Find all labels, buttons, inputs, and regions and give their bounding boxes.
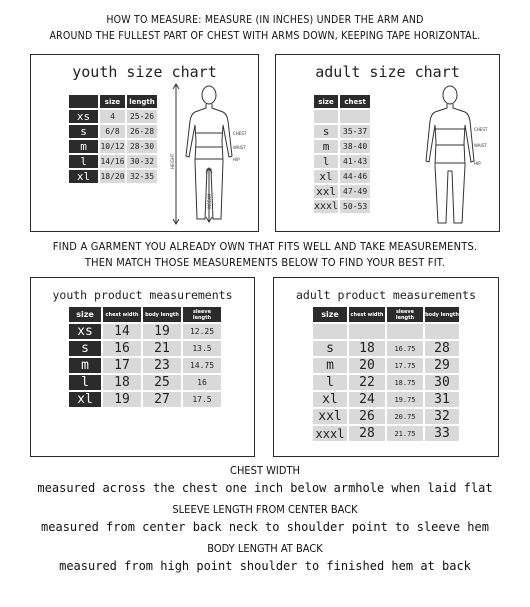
value-cell: 30	[425, 375, 459, 390]
empty-cell	[340, 110, 370, 123]
size-cell: xxxl	[314, 201, 339, 212]
value-cell: 32-35	[127, 170, 157, 183]
youth-size-chart-title: youth size chart	[72, 63, 217, 81]
size-cell: m	[69, 358, 101, 373]
fit-instruction-line-2: THEN MATCH THOSE MEASUREMENTS BELOW TO FIND YOUR BEST FIT.	[84, 256, 446, 269]
header-cell	[69, 95, 98, 108]
chest-width-heading: CHEST WIDTH	[230, 464, 300, 477]
value-cell: 4	[100, 110, 125, 123]
table-row	[313, 426, 459, 441]
adult-size-chart-panel	[275, 54, 500, 232]
empty-row	[313, 324, 459, 339]
header-cell: chest	[340, 95, 370, 108]
value-cell: 28	[349, 426, 385, 441]
youth-size-chart-panel	[30, 54, 259, 232]
adult-product-title: adult product measurements	[295, 288, 476, 302]
table-row	[313, 358, 459, 373]
value-cell: 41-43	[340, 155, 370, 168]
table-row	[69, 375, 221, 390]
value-cell: 31	[425, 392, 459, 407]
hip-label: HIP	[233, 157, 240, 162]
value-cell: 38-40	[340, 140, 370, 153]
value-cell: 29	[425, 358, 459, 373]
table-row	[69, 170, 157, 183]
empty-row	[314, 110, 370, 123]
youth-size-table	[67, 93, 159, 185]
value-cell: 20.75	[387, 409, 423, 424]
chest-width-description: measured across the chest one inch below armhole when laid flat	[37, 481, 493, 495]
inseam-label: INSEAM	[207, 193, 212, 209]
waist-label: WAIST	[233, 145, 246, 150]
value-cell: 14/16	[100, 157, 125, 166]
table-row	[314, 140, 370, 153]
size-cell: l	[313, 375, 347, 390]
chest-label: CHEST	[233, 131, 247, 136]
value-cell: 28-30	[127, 140, 157, 153]
value-cell: 17	[103, 358, 141, 373]
size-cell: xxxl	[313, 426, 347, 441]
value-cell: 28	[425, 341, 459, 356]
size-cell: xl	[313, 392, 347, 407]
table-header-row	[69, 307, 221, 322]
intro-line-1: HOW TO MEASURE: MEASURE (IN INCHES) UNDER THE ARM AND	[106, 14, 424, 26]
value-cell: 32	[425, 409, 459, 424]
value-cell: 16	[103, 341, 141, 356]
table-row	[69, 324, 221, 339]
header-cell: body length	[143, 307, 181, 322]
table-row	[69, 110, 157, 123]
header-cell: chest width	[349, 307, 385, 322]
value-cell: 19.75	[387, 392, 423, 407]
adult-body-figure	[418, 83, 498, 229]
size-cell: s	[313, 341, 347, 356]
table-row	[314, 170, 370, 183]
header-cell: sleeve length	[387, 307, 423, 322]
value-cell: 35-37	[340, 125, 370, 138]
header-cell: body length	[425, 307, 459, 322]
table-row	[313, 341, 459, 356]
value-cell: 19	[103, 392, 141, 407]
value-cell: 12.25	[183, 324, 221, 339]
table-row	[314, 185, 370, 198]
table-header-row	[314, 95, 370, 108]
empty-cell	[349, 324, 385, 339]
adult-product-panel	[273, 277, 499, 457]
value-cell: 16.75	[387, 341, 423, 356]
header-cell: size	[314, 95, 338, 108]
table-row	[313, 409, 459, 424]
value-cell: 18	[349, 341, 385, 356]
adult-size-chart-title: adult size chart	[315, 63, 460, 81]
size-cell: xl	[69, 392, 101, 407]
value-cell: 21	[143, 341, 181, 356]
value-cell: 18/20	[100, 172, 125, 181]
value-cell: 30-32	[127, 155, 157, 168]
size-cell: m	[314, 140, 338, 153]
value-cell: 20	[349, 358, 385, 373]
value-cell: 47-49	[340, 185, 370, 198]
adult-product-table	[311, 305, 461, 443]
header-cell: size	[313, 307, 347, 322]
size-cell: xxl	[314, 185, 338, 198]
intro-line-2: AROUND THE FULLEST PART OF CHEST WITH ARMS DOWN, KEEPING TAPE HORIZONTAL.	[49, 30, 481, 42]
size-cell: xs	[69, 110, 98, 123]
value-cell: 50-53	[340, 200, 370, 213]
body-length-heading: BODY LENGTH AT BACK	[207, 542, 323, 555]
table-row	[313, 375, 459, 390]
size-cell: xl	[314, 170, 338, 183]
empty-cell	[314, 110, 338, 123]
size-cell: s	[69, 341, 101, 356]
value-cell: 25-26	[127, 110, 157, 123]
empty-cell	[425, 324, 459, 339]
sleeve-length-description: measured from center back neck to shoulder point to sleeve hem	[41, 520, 489, 534]
table-row	[69, 155, 157, 168]
table-row	[313, 392, 459, 407]
value-cell: 26	[349, 409, 385, 424]
youth-body-figure	[171, 81, 256, 231]
size-cell: m	[69, 140, 98, 153]
table-row	[69, 392, 221, 407]
size-cell: s	[314, 125, 338, 138]
value-cell: 17.5	[183, 392, 221, 407]
value-cell: 19	[143, 324, 181, 339]
youth-product-table	[67, 305, 223, 409]
hip-label: HIP	[474, 161, 481, 166]
value-cell: 27	[143, 392, 181, 407]
value-cell: 18.75	[387, 375, 423, 390]
sleeve-length-heading: SLEEVE LENGTH FROM CENTER BACK	[172, 503, 358, 516]
value-cell: 22	[349, 375, 385, 390]
empty-cell	[387, 324, 423, 339]
empty-cell	[313, 324, 347, 339]
value-cell: 6/8	[100, 125, 125, 138]
header-cell: size	[100, 95, 125, 108]
height-label: HEIGHT	[170, 153, 175, 169]
chest-label: CHEST	[474, 127, 488, 132]
table-header-row	[69, 95, 157, 108]
size-cell: l	[314, 155, 338, 168]
table-row	[314, 155, 370, 168]
body-length-description: measured from high point shoulder to finished hem at back	[59, 559, 471, 573]
header-cell: size	[69, 307, 101, 322]
table-row	[69, 358, 221, 373]
value-cell: 14	[103, 324, 141, 339]
value-cell: 23	[143, 358, 181, 373]
fit-instruction-line-1: FIND A GARMENT YOU ALREADY OWN THAT FITS WELL AND TAKE MEASUREMENTS.	[52, 240, 478, 253]
header-cell: length	[127, 95, 157, 108]
value-cell: 16	[183, 375, 221, 390]
table-header-row	[313, 307, 459, 322]
youth-product-title: youth product measurements	[52, 288, 233, 302]
youth-product-panel	[30, 277, 255, 457]
value-cell: 26-28	[127, 125, 157, 138]
header-cell: chest width	[103, 307, 141, 322]
header-cell: sleeve length	[183, 307, 221, 322]
value-cell: 18	[103, 375, 141, 390]
value-cell: 13.5	[183, 341, 221, 356]
size-cell: xs	[69, 324, 101, 339]
size-cell: l	[69, 375, 101, 390]
size-cell: l	[69, 155, 98, 168]
size-cell: xl	[69, 170, 98, 183]
size-cell: s	[69, 125, 98, 138]
value-cell: 10/12	[100, 142, 125, 151]
value-cell: 14.75	[183, 358, 221, 373]
value-cell: 44-46	[340, 170, 370, 183]
value-cell: 25	[143, 375, 181, 390]
size-cell: xxl	[313, 409, 347, 424]
value-cell: 24	[349, 392, 385, 407]
adult-size-table	[312, 93, 372, 215]
table-row	[314, 125, 370, 138]
waist-label: WAIST	[474, 143, 487, 148]
table-row	[314, 200, 370, 213]
table-row	[69, 341, 221, 356]
value-cell: 33	[425, 426, 459, 441]
size-cell: m	[313, 358, 347, 373]
table-row	[69, 125, 157, 138]
table-row	[69, 140, 157, 153]
value-cell: 17.75	[387, 358, 423, 373]
value-cell: 21.75	[387, 426, 423, 441]
